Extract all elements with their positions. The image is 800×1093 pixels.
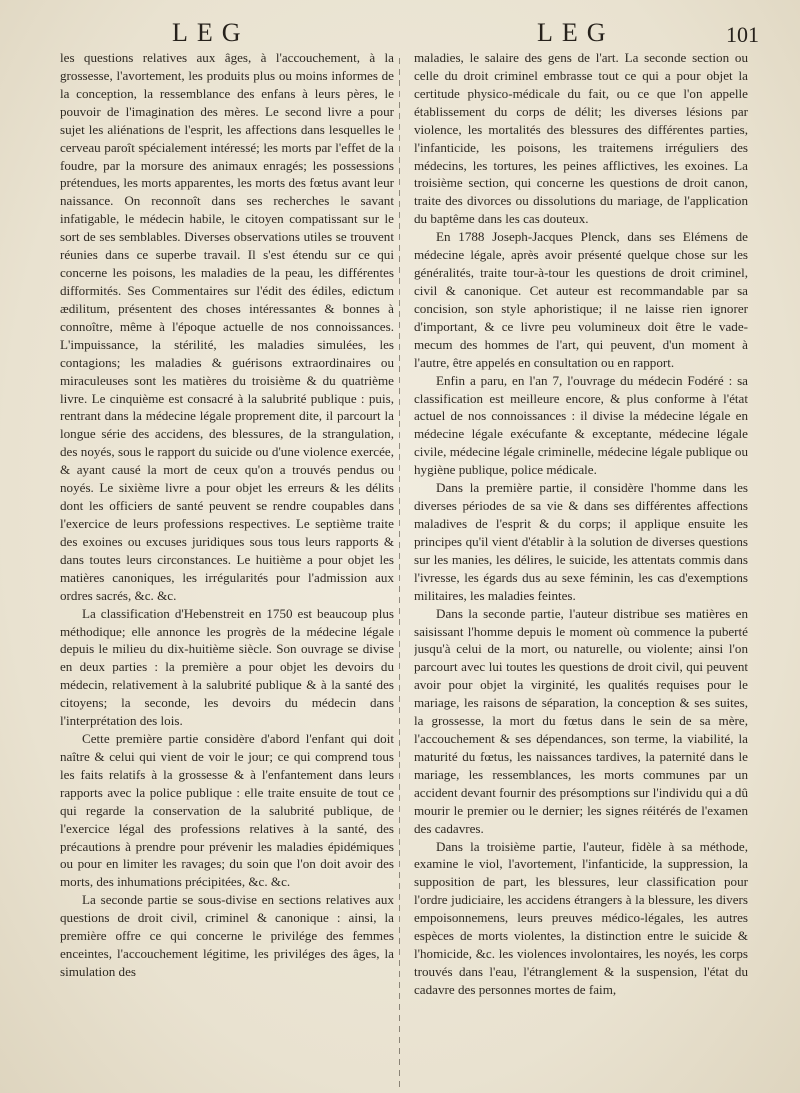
right-paragraph-1: maladies, le salaire des gens de l'art. La seconde section ou celle du droit criminel embrasse tout ce qui a pour objet la certitude physico-médicale du fait, ou ce que l'on appelle établissement du corps de délit; les diverses lésions par violence, les mortalités des blessures des différentes parties, l'infanticide, les poisons, les traitemens irréguliers des médecins, les tortures, les peines afflictives, les exoines. La troisième section, qui concerne les questions de droit canon, traite des divorces ou dissolutions du mariage, de l'application du baptême dans les cas douteux.	[414, 50, 748, 227]
left-paragraph-4: La seconde partie se sous-divise en sections relatives aux questions de droit civil, criminel & canonique : ainsi, la première offre ce qui concerne le privilége des femmes enceintes, l'accouchement légitime, les priviléges des âges, la simulation des	[60, 892, 394, 980]
right-paragraph-6: Dans la troisième partie, l'auteur, fidèle à sa méthode, examine le viol, l'avortement, l'infanticide, la suppression, la supposition de part, les blessures, leur classification pour l'ordre judiciaire, les accidens étrangers à la blessure, les divers empoisonnemens, leurs preuves médico-légales, les autres espèces de morts violentes, la distinction entre le suicide & l'homicide, &c. les violences involontaires, les noyés, les corps trouvés dans l'eau, l'étranglement & la suspension, l'état du cadavre des personnes mortes de faim,	[414, 838, 748, 997]
page-header	[0, 14, 800, 54]
left-paragraph-1: les questions relatives aux âges, à l'accouchement, à la grossesse, l'avortement, les produits plus ou moins informes de la conception, la ressemblance des enfans à leurs pères, le pouvoir de l'imagination des mères. Le second livre a pour sujet les aliénations de l'esprit, les affections dans lesquelles le cerveau paroît spécialement intéressé; les morts par l'effet de la foudre, par la morsure des animaux enragés; les possessions prétendues, les morts apparentes, les morts des fœtus avant leur naissance. On reconnoît dans ses recherches le savant infatigable, le médecin habile, le citoyen compatissant sur le sort de ses semblables. Diverses observations utiles se trouvent réunies dans ce superbe travail. Il s'est étendu sur ce qui concerne les poisons, les maladies de la peau, les différentes difformités. Ses Commentaires sur l'édit des édiles, edictum ædilitum, présentent des choses intéressantes & bonnes à connoître, même à l'époque actuelle de nos connoissances. L'impuissance, la stérilité, les maladies simulées, les contagions; les maladies & guérisons extraordinaires ou miraculeuses sont les matières du troisième & du quatrième livre. Le cinquième est consacré à la salubrité publique : puis, rentrant dans la médecine légale proprement dite, il parcourt la longue série des accidens, des blessures, de la strangulation, des noyés, sous le rapport du suicide ou d'une violence exercée, & ayant causé la mort de ceux qu'on a trouvés pendus ou noyés. Le sixième livre a pour objet les erreurs & les délits dont les officiers de santé peuvent se rendre coupables dans l'exercice de leurs professions respectives. Le septième traite des exoines ou excuses juridiques sous tous leurs rapports & dans toutes leurs circonstances. Le huitième a pour objet les matières canoniques, les irrégularités pour l'admission aux ordres sacrés, &c. &c.	[60, 50, 394, 603]
right-paragraph-4: Dans la première partie, il considère l'homme dans les diverses périodes de sa vie & dans ses différentes affections maladives de l'esprit & du corps; il applique ensuite les principes qu'il vient d'établir à la solution de diverses questions sur les manies, les délires, le suicide, les attentats commis dans l'ivresse, les égards dus au sexe féminin, les cas d'exemptions militaires, les maladies feintes.	[414, 480, 748, 603]
left-column	[60, 49, 394, 1089]
page-number: 101	[726, 22, 759, 47]
right-column	[414, 49, 748, 1089]
right-paragraph-3: Enfin a paru, en l'an 7, l'ouvrage du médecin Fodéré : sa classification est meilleure encore, & plus conforme à l'état actuel de nos connoissances : il divise la médecine légale en médecine légale exécufante & exceptante, médecine légale civile, médecine légale criminelle, médecine légale publique ou hygiène publique, police médicale.	[414, 372, 748, 478]
right-paragraph-2: En 1788 Joseph-Jacques Plenck, dans ses Elémens de médecine légale, après avoir présenté quelque chose sur les généralités, traite tour-à-tour les questions de droit criminel, civil & canonique. Cet auteur est recommandable par sa concision, son style aphoristique; il ne laisse rien ignorer d'important, & ce livre peu volumineux doit être le vade-mecum des hommes de l'art, qui peuvent, d'un moment à l'autre, être appelés en consultation ou en rapport.	[414, 229, 748, 370]
running-head-left: LEG	[172, 18, 250, 47]
left-paragraph-3: Cette première partie considère d'abord l'enfant qui doit naître & celui qui vient de voir le jour; ce qui comprend tous les faits relatifs à la grossesse & à l'enfantement dans leurs rapports avec la police publique : elle traite ensuite de tout ce qui regarde la conservation de la salubrité publique, de l'exercice légal des professions relatives à la santé, des précautions à prendre pour prévenir les maladies épidémiques ou pour en limiter les ravages; du soin que l'on doit avoir des morts, des inhumations précipitées, &c. &c.	[60, 731, 394, 890]
column-divider	[399, 58, 400, 1088]
running-head-right: LEG	[537, 18, 615, 47]
left-paragraph-2: La classification d'Hebenstreit en 1750 est beaucoup plus méthodique; elle annonce les progrès de la médecine légale depuis le milieu du dix-huitième siècle. Son ouvrage se divise en deux parties : la première a pour objet les devoirs du médecin, relativement à la salubrité publique & à la santé des citoyens; la seconde, les devoirs du médecin dans l'interprétation des lois.	[60, 605, 394, 729]
right-paragraph-5: Dans la seconde partie, l'auteur distribue ses matières en saisissant l'homme depuis le moment où commence la puberté jusqu'à celui de la mort, ou naturelle, ou violente; ainsi l'on parcourt avec lui toutes les questions de droit civil, qui peuvent avoir pour objet la virginité, les qualités requises pour le mariage, les raisons de séparation, la conception & ses suites, la grossesse, la mort du fœtus dans le sein de sa mère, l'accouchement & ses dépendances, son terme, la viabilité, la maturité du fœtus, les naissances tardives, la paternité dans le mariage, les ressemblances, les morts communes par un accident devant fournir des présomptions sur l'individu qui a dû mourir le premier ou le dernier; les signes réitérés de l'examen des cadavres.	[414, 605, 748, 836]
